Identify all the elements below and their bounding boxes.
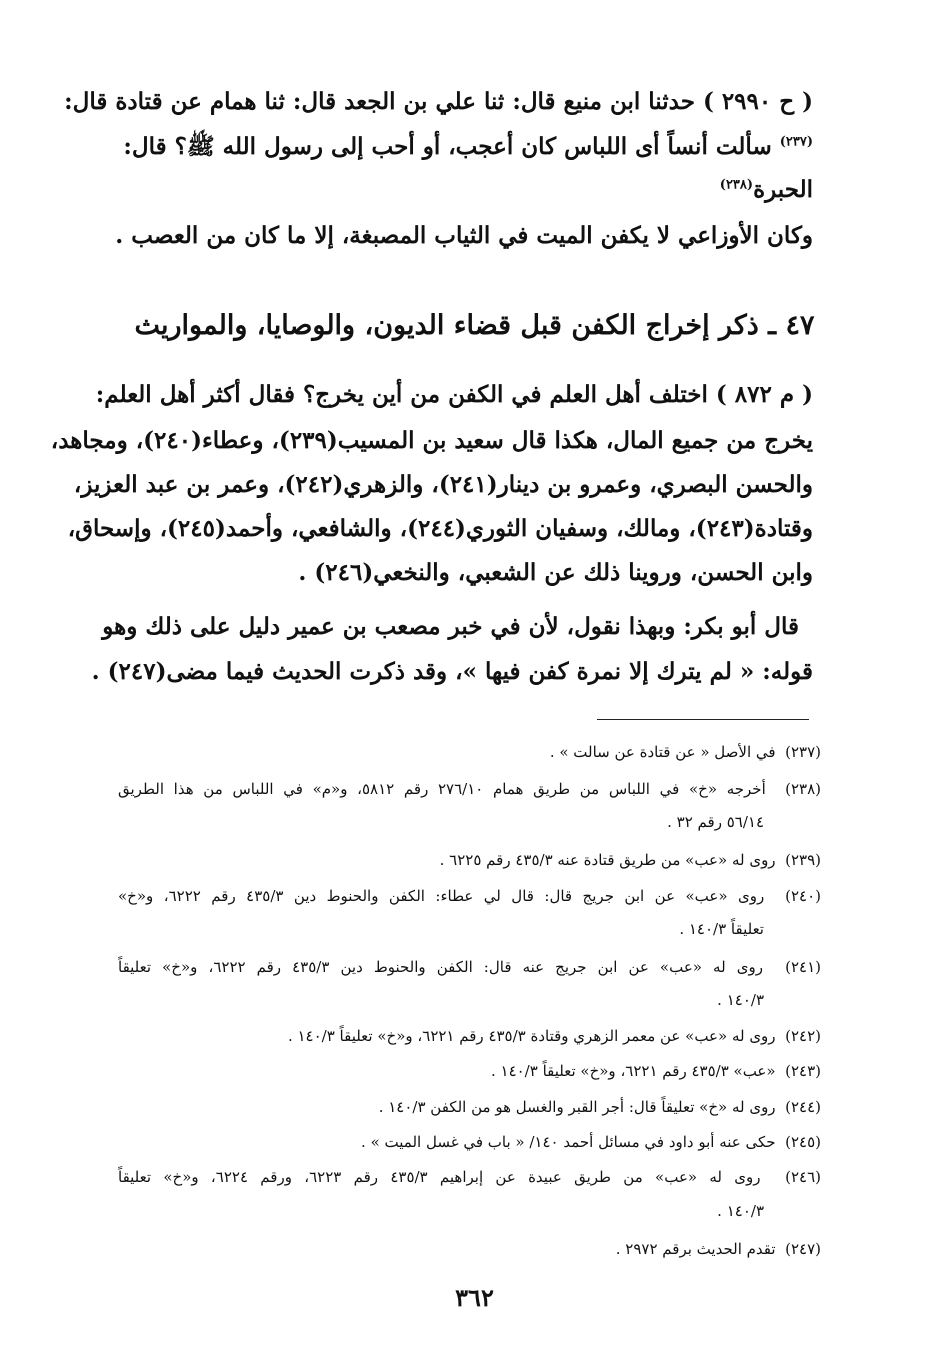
footnote-number: (٢٤١) <box>785 958 821 976</box>
text-line: والحسن البصري، وعمرو بن دينار(٢٤١)، والزهري(٢٤٢)، وعمر بن عبد العزيز، <box>73 471 813 498</box>
footnote <box>379 1098 821 1116</box>
text-line: ( م ٨٧٢ ) اختلف أهل العلم في الكفن من أين يخرج؟ فقال أكثر أهل العلم: <box>95 381 813 408</box>
footnote-marker: (٢٣٨) <box>719 177 754 193</box>
footnote-text: روى له «خ» تعليقاً قال: أجر القبر والغسل هو من الكفن ١٤٠/٣ . <box>378 1098 776 1116</box>
footnote-text: روى له «عب» عن معمر الزهري وقتادة ٤٣٥/٣ رقم ٦٢٢١، و«خ» تعليقاً ١٤٠/٣ . <box>287 1027 776 1045</box>
footnote <box>118 958 821 976</box>
footnote-text: تقدم الحديث برقم ٢٩٧٢ . <box>615 1240 776 1258</box>
text-line <box>720 176 813 203</box>
footnote-number: (٢٤٣) <box>785 1062 821 1080</box>
text-line: وكان الأوزاعي لا يكفن الميت في الثياب المصبغة، إلا ما كان من العصب . <box>115 222 813 249</box>
footnote-text: روى له «عب» من طريق عبيدة عن إبراهيم ٤٣٥/٣ رقم ٦٢٢٣، ورقم ٦٢٢٤، و«خ» تعليقاً <box>118 1168 761 1186</box>
footnote <box>361 1133 821 1151</box>
footnote-continuation: تعليقاً ١٤٠/٣ . <box>679 920 764 938</box>
text-line: قال أبو بكر: وبهذا نقول، لأن في خبر مصعب بن عمير دليل على ذلك وهو <box>102 613 799 640</box>
footnote-text: روى له «عب» عن ابن جريج عنه قال: الكفن والحنوط دين ٤٣٥/٣ رقم ٦٢٢٢، و«خ» تعليقاً <box>118 958 763 976</box>
footnote-text: «عب» ٤٣٥/٣ رقم ٦٢٢١، و«خ» تعليقاً ١٤٠/٣ . <box>490 1062 776 1080</box>
footnote <box>288 1027 821 1045</box>
text-line: يخرج من جميع المال، هكذا قال سعيد بن المسيب(٢٣٩)، وعطاء(٢٤٠)، ومجاهد، <box>50 427 813 454</box>
footnote-number: (٢٤٤) <box>785 1098 821 1116</box>
footnote-number: (٢٤٥) <box>785 1133 821 1151</box>
footnote-continuation: ١٤٠/٣ . <box>717 991 764 1009</box>
footnote-text: روى «عب» عن ابن جريج قال: قال لي عطاء: الكفن والحنوط دين ٤٣٥/٣ رقم ٦٢٢٢، و«خ» <box>118 887 765 905</box>
footnote-number: (٢٤٢) <box>785 1027 821 1045</box>
text-line: قوله: « لم يترك إلا نمرة كفن فيها »، وقد ذكرت الحديث فيما مضى(٢٤٧) . <box>91 658 813 685</box>
footnote-text: روى له «عب» من طريق قتادة عنه ٤٣٥/٣ رقم ٦٢٢٥ . <box>439 851 776 869</box>
footnote-number: (٢٤٧) <box>785 1240 821 1258</box>
footnote-text: حكى عنه أبو داود في مسائل أحمد ١٤٠/ « باب في غسل الميت » . <box>361 1133 776 1151</box>
footnote <box>118 887 821 905</box>
text-line: ( ح ٢٩٩٠ ) حدثنا ابن منيع قال: ثنا علي بن الجعد قال: ثنا همام عن قتادة قال: <box>64 88 813 115</box>
footnote-number: (٢٣٧) <box>785 743 821 761</box>
text-fragment: سألت أنساً أى اللباس كان أعجب، أو أحب إلى رسول الله ﷺ؟ قال: <box>123 133 780 160</box>
text-line: وقتادة(٢٤٣)، ومالك، وسفيان الثوري(٢٤٤)، والشافعي، وأحمد(٢٤٥)، وإسحاق، <box>67 515 813 542</box>
footnote <box>118 780 821 798</box>
footnote-separator <box>597 719 809 720</box>
footnote <box>440 851 821 869</box>
text-fragment: الحبرة <box>753 176 813 203</box>
footnote-marker: (٢٣٧) <box>779 134 813 150</box>
text-line <box>123 132 813 166</box>
footnote-number: (٢٣٨) <box>785 780 821 798</box>
footnote-number: (٢٣٩) <box>785 851 821 869</box>
footnote-number: (٢٤٠) <box>785 887 822 905</box>
footnote-continuation: ١٤٠/٣ . <box>717 1202 764 1220</box>
footnote <box>118 1168 821 1186</box>
footnote-number: (٢٤٦) <box>785 1168 821 1186</box>
text-line: وابن الحسن، وروينا ذلك عن الشعبي، والنخعي(٢٤٦) . <box>298 559 813 586</box>
footnote <box>616 1240 821 1258</box>
footnote <box>491 1062 821 1080</box>
section-heading: ٤٧ ـ ذكر إخراج الكفن قبل قضاء الديون، والوصايا، والمواريث <box>134 310 815 341</box>
footnote-continuation: ٥٦/١٤ رقم ٣٢ . <box>667 813 764 831</box>
footnote-text: في الأصل « عن قتادة عن سالت » . <box>549 743 776 761</box>
footnote-text: أخرجه «خ» في اللباس من طريق همام ٢٧٦/١٠ رقم ٥٨١٢، و«م» في اللباس من هذا الطريق <box>118 780 766 798</box>
page-number: ٣٦٢ <box>455 1283 494 1312</box>
footnote <box>550 743 821 761</box>
